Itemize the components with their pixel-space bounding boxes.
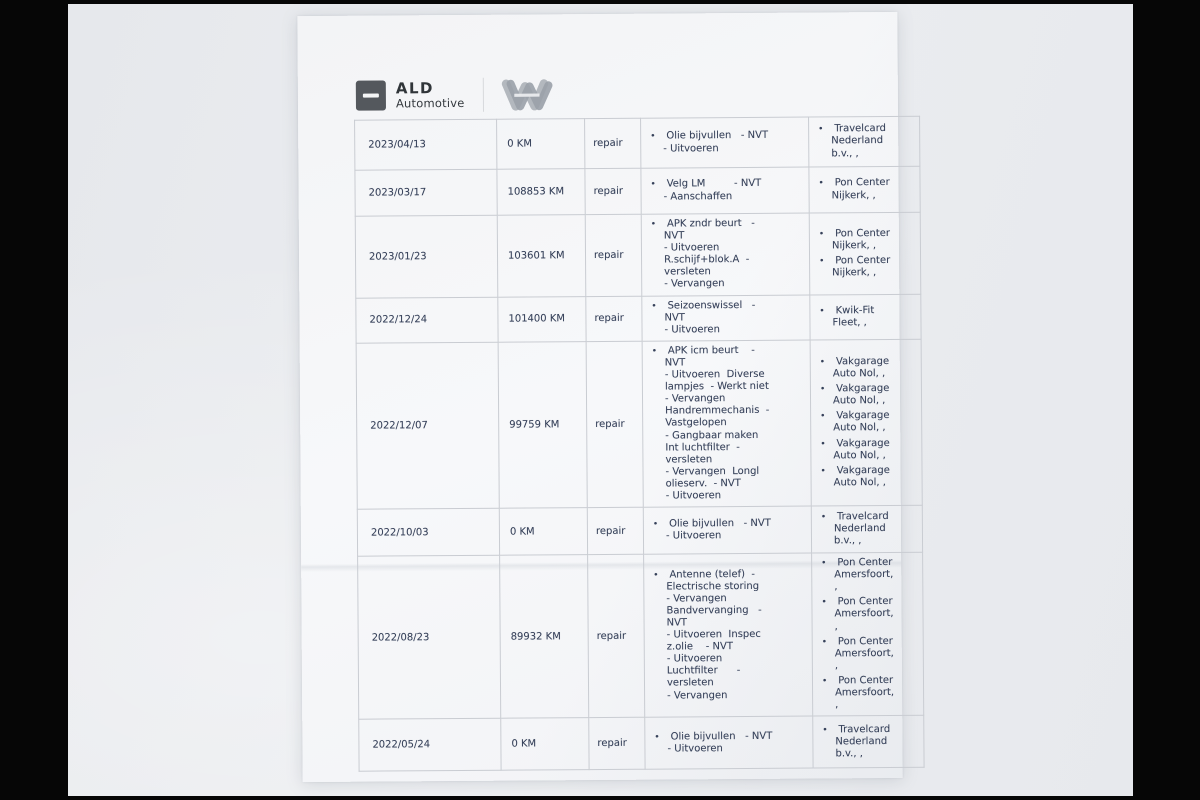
provider-item: [817, 437, 919, 462]
provider-text: Travelcard Nederland b.v., ,: [833, 510, 889, 547]
bullet-marker: •: [819, 357, 826, 368]
work-item: [647, 178, 805, 203]
provider-cell: [809, 166, 920, 213]
provider-cell: [812, 552, 924, 716]
table-row: [356, 294, 921, 343]
bullet-marker: •: [653, 570, 659, 581]
brand-name: ALD: [395, 79, 435, 98]
work-cell: [644, 553, 813, 717]
black-band-top: [0, 0, 1200, 4]
service-history-table: [354, 116, 925, 772]
provider-item: [817, 410, 919, 435]
work-cell: [645, 716, 813, 769]
provider-text: Pon Center Amersfoort, ,: [834, 557, 894, 593]
provider-text: Pon Center Amersfoort, ,: [834, 635, 894, 672]
bullet-marker: •: [822, 724, 828, 736]
bullet-marker: •: [819, 306, 825, 317]
type-cell: repair: [586, 341, 643, 508]
work-text: Seizoenswissel - NVT - Uitvoeren: [664, 299, 756, 336]
provider-item: [816, 255, 918, 280]
work-text: APK icm beurt - NVT - Uitvoeren Diverse lampjes - Werkt niet - Vervangen Handremmechanis - Vastgelopen - Gangbaar maken Int luchtfilter - versleten - Vervangen Longl olieserv. - NVT - Uitvoeren: [664, 344, 770, 502]
black-band-left: [0, 0, 68, 800]
ald-logo-bar: [363, 93, 379, 98]
provider-text: Vakgarage Auto Nol, ,: [833, 437, 890, 462]
work-cell: [641, 167, 809, 214]
bullet-marker: •: [820, 411, 826, 422]
work-cell: [642, 340, 811, 507]
brand-divider: [482, 78, 483, 112]
table-row: [359, 715, 924, 771]
provider-item: [819, 723, 921, 760]
provider-text: Pon Center Amersfoort, ,: [834, 674, 895, 711]
km-cell: 0 KM: [497, 119, 585, 170]
type-cell: repair: [588, 554, 645, 718]
provider-text: Pon Center Nijkerk, ,: [831, 177, 890, 201]
date-cell: 2022/08/23: [358, 555, 501, 719]
provider-item: [819, 635, 921, 672]
type-cell: repair: [585, 168, 641, 214]
provider-item: [815, 177, 917, 202]
work-text: APK zndr beurt - NVT - Uitvoeren R.schijf+blok.A - versleten - Vervangen: [663, 217, 755, 291]
provider-item: [817, 383, 919, 408]
type-cell: repair: [586, 296, 642, 342]
bullet-marker: •: [652, 519, 659, 530]
bullet-marker: •: [821, 597, 827, 608]
service-history-rows: [355, 116, 925, 771]
provider-item: [818, 596, 920, 633]
work-item: [647, 130, 805, 155]
provider-cell: [810, 294, 921, 340]
work-item: [649, 344, 808, 502]
bullet-marker: •: [819, 384, 826, 395]
date-cell: 2023/01/23: [355, 215, 498, 298]
provider-cell: [809, 212, 921, 294]
bullet-marker: •: [818, 229, 825, 240]
table-row: [355, 166, 920, 216]
brand-text: [396, 81, 465, 109]
provider-text: Vakgarage Auto Nol, ,: [832, 355, 890, 380]
bullet-marker: •: [651, 301, 657, 312]
date-cell: 2023/04/13: [355, 119, 497, 170]
provider-text: Kwik-Fit Fleet, ,: [832, 304, 875, 329]
type-cell: repair: [585, 118, 641, 168]
provider-cell: [811, 505, 922, 553]
date-cell: 2022/12/07: [356, 342, 499, 509]
work-cell: [641, 213, 810, 296]
provider-item: [818, 511, 920, 548]
provider-cell: [810, 339, 922, 506]
work-cell: [641, 117, 809, 168]
table-row: [357, 505, 922, 556]
table-row: [358, 552, 924, 719]
provider-text: Travelcard Nederland b.v., ,: [835, 723, 891, 760]
bullet-marker: •: [654, 732, 660, 743]
provider-text: Pon Center Amersfoort, ,: [834, 596, 894, 632]
work-item: [650, 568, 809, 702]
provider-item: [815, 123, 917, 160]
bullet-marker: •: [650, 132, 656, 143]
km-cell: 101400 KM: [498, 296, 586, 342]
km-cell: 99759 KM: [498, 341, 587, 508]
km-cell: 89932 KM: [500, 555, 589, 719]
bullet-marker: •: [650, 219, 657, 230]
km-cell: 0 KM: [499, 508, 587, 556]
work-text: Velg LM - NVT - Aanschaffen: [663, 178, 762, 203]
provider-item: [816, 304, 918, 329]
ald-logo-icon: [356, 80, 386, 110]
bullet-marker: •: [651, 346, 658, 357]
date-cell: 2022/12/24: [356, 297, 498, 343]
black-band-bottom: [0, 796, 1200, 800]
brand-header: [356, 76, 554, 113]
bullet-marker: •: [818, 124, 824, 135]
provider-item: [817, 465, 919, 490]
photo-background: [68, 4, 1133, 796]
bullet-marker: •: [820, 512, 827, 523]
provider-cell: [809, 116, 920, 167]
provider-text: Vakgarage Auto Nol, ,: [833, 410, 890, 434]
bullet-marker: •: [818, 178, 824, 189]
work-item: [651, 730, 809, 755]
provider-text: Vakgarage Auto Nol, ,: [833, 464, 890, 489]
black-band-right: [1133, 0, 1200, 800]
date-cell: 2022/10/03: [357, 508, 499, 556]
table-row: [356, 339, 922, 509]
work-text: Antenne (telef) - Electrische storing - Vervangen Bandvervanging - NVT - Uitvoeren Inspec z.olie - NVT - Uitvoeren Luchtfilter - versleten - Vervangen: [666, 568, 762, 702]
provider-item: [817, 356, 919, 381]
work-text: Olie bijvullen - NVT - Uitvoeren: [663, 130, 769, 155]
provider-item: [816, 227, 918, 252]
provider-text: Travelcard Nederland b.v., ,: [831, 123, 887, 159]
work-cell: [643, 506, 811, 554]
provider-cell: [813, 715, 924, 768]
provider-item: [818, 557, 920, 594]
w-mark-text-band: [514, 94, 539, 97]
km-cell: 108853 KM: [497, 169, 585, 216]
date-cell: 2022/05/24: [359, 718, 501, 771]
provider-text: Pon Center Nijkerk, ,: [831, 227, 891, 252]
km-cell: 0 KM: [501, 718, 589, 771]
bullet-marker: •: [821, 676, 828, 687]
bullet-marker: •: [821, 558, 827, 569]
work-text: Olie bijvullen - NVT - Uitvoeren: [665, 517, 771, 542]
date-cell: 2023/03/17: [355, 169, 497, 216]
bullet-marker: •: [820, 438, 826, 450]
work-item: [648, 218, 807, 292]
brand-subtitle: Automotive: [395, 95, 465, 111]
type-cell: repair: [587, 507, 643, 554]
bullet-marker: •: [820, 466, 826, 477]
work-text: Olie bijvullen - NVT - Uitvoeren: [667, 730, 773, 755]
provider-text: Vakgarage Auto Nol, ,: [832, 383, 890, 407]
bullet-marker: •: [650, 180, 656, 191]
type-cell: repair: [589, 717, 645, 769]
provider-text: Pon Center Nijkerk, ,: [832, 254, 891, 279]
type-cell: repair: [585, 214, 642, 296]
provider-item: [819, 675, 921, 712]
bullet-marker: •: [819, 256, 825, 267]
table-row: [355, 212, 921, 298]
bullet-marker: •: [821, 637, 828, 648]
w-mark-icon: [499, 76, 553, 112]
km-cell: 103601 KM: [497, 215, 586, 297]
work-cell: [642, 295, 810, 341]
work-item: [648, 299, 806, 336]
table-row: [355, 116, 920, 170]
work-item: [650, 518, 808, 543]
document-paper: [297, 12, 902, 782]
